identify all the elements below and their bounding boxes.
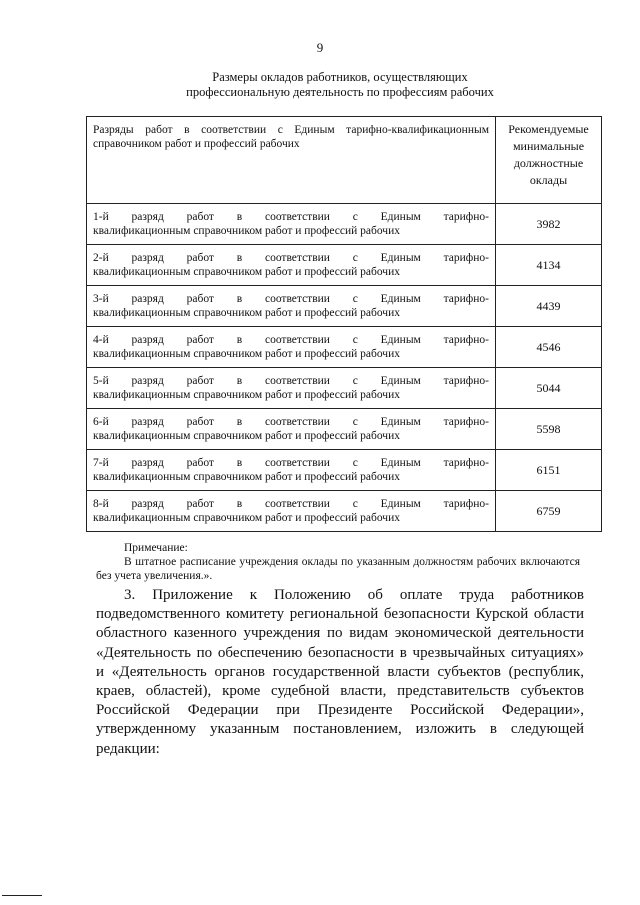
table-row — [87, 368, 602, 409]
grade-line-2: квалификационным справочником работ и профессий рабочих — [93, 389, 400, 401]
grade-cell — [87, 491, 496, 532]
grade-line-1: 1-й разряд работ в соответствии с Единым тарифно- — [93, 211, 489, 223]
grade-line-2: квалификационным справочником работ и профессий рабочих — [93, 471, 400, 483]
grade-line-1: 5-й разряд работ в соответствии с Единым тарифно- — [93, 375, 489, 387]
salary-cell: 4546 — [496, 327, 602, 368]
header-salary-line-1: Рекомендуемые — [508, 122, 589, 136]
salary-cell: 4134 — [496, 245, 602, 286]
salary-cell: 4439 — [496, 286, 602, 327]
grade-cell — [87, 245, 496, 286]
grade-line-1: 2-й разряд работ в соответствии с Единым тарифно- — [93, 252, 489, 264]
table-row — [87, 245, 602, 286]
header-salary-line-3: должностные — [513, 156, 584, 170]
grade-line-1: 6-й разряд работ в соответствии с Единым тарифно- — [93, 416, 489, 428]
grade-cell — [87, 204, 496, 245]
grade-line-1: 3-й разряд работ в соответствии с Единым тарифно- — [93, 293, 489, 305]
page-number: 9 — [316, 40, 324, 55]
grade-line-1: 4-й разряд работ в соответствии с Единым тарифно- — [93, 334, 489, 346]
grade-cell — [87, 409, 496, 450]
table-row — [87, 409, 602, 450]
note-text: В штатное расписание учреждения оклады по указанным должностям рабочих включаются без учета увеличения.». — [96, 556, 580, 582]
note — [96, 541, 580, 583]
grade-line-2: квалификационным справочником работ и профессий рабочих — [93, 430, 400, 442]
table-title-line-1: Размеры окладов работников, осуществляющих — [212, 70, 468, 84]
grade-line-2: квалификационным справочником работ и профессий рабочих — [93, 266, 400, 278]
grade-line-2: квалификационным справочником работ и профессий рабочих — [93, 348, 400, 360]
table-row — [87, 286, 602, 327]
grade-cell — [87, 286, 496, 327]
grade-cell — [87, 450, 496, 491]
footer-divider — [2, 895, 42, 896]
salary-cell: 3982 — [496, 204, 602, 245]
header-salary-cell — [496, 117, 602, 204]
table-row — [87, 327, 602, 368]
grade-cell — [87, 327, 496, 368]
table-title — [120, 70, 560, 100]
header-salary-line-4: оклады — [529, 173, 568, 187]
note-title: Примечание: — [124, 542, 188, 554]
table-row — [87, 204, 602, 245]
table-row — [87, 491, 602, 532]
salary-cell: 5598 — [496, 409, 602, 450]
salary-cell: 6151 — [496, 450, 602, 491]
grade-line-2: квалификационным справочником работ и профессий рабочих — [93, 512, 400, 524]
grade-line-1: 7-й разряд работ в соответствии с Единым тарифно- — [93, 457, 489, 469]
salary-cell: 6759 — [496, 491, 602, 532]
grade-line-2: квалификационным справочником работ и профессий рабочих — [93, 225, 400, 237]
table-title-line-2: профессиональную деятельность по профессиям рабочих — [186, 85, 494, 99]
salary-table — [86, 116, 602, 532]
grade-line-2: квалификационным справочником работ и профессий рабочих — [93, 307, 400, 319]
salary-cell: 5044 — [496, 368, 602, 409]
header-salary-line-2: минимальные — [512, 139, 585, 153]
grade-line-1: 8-й разряд работ в соответствии с Единым тарифно- — [93, 498, 489, 510]
table-row — [87, 450, 602, 491]
grade-cell — [87, 368, 496, 409]
body-paragraph: 3. Приложение к Положению об оплате труда работников подведомственного комитету региональной безопасности Курской области областного казенного учреждения по видам экономической деятельности «Деятельность по обеспечению безопасности в чрезвычайных ситуациях» и «Деятельность органов государственной власти субъектов (республик, краев, областей), кроме судебной власти, представительств субъектов Российской Федерации при Президенте Российской Федерации», утвержденному указанным постановлением, изложить в следующей редакции: — [96, 587, 584, 757]
header-grade-cell: Разряды работ в соответствии с Единым тарифно-квалификационным справочником работ и профессий рабочих — [87, 117, 496, 204]
table-header-row — [87, 117, 602, 204]
